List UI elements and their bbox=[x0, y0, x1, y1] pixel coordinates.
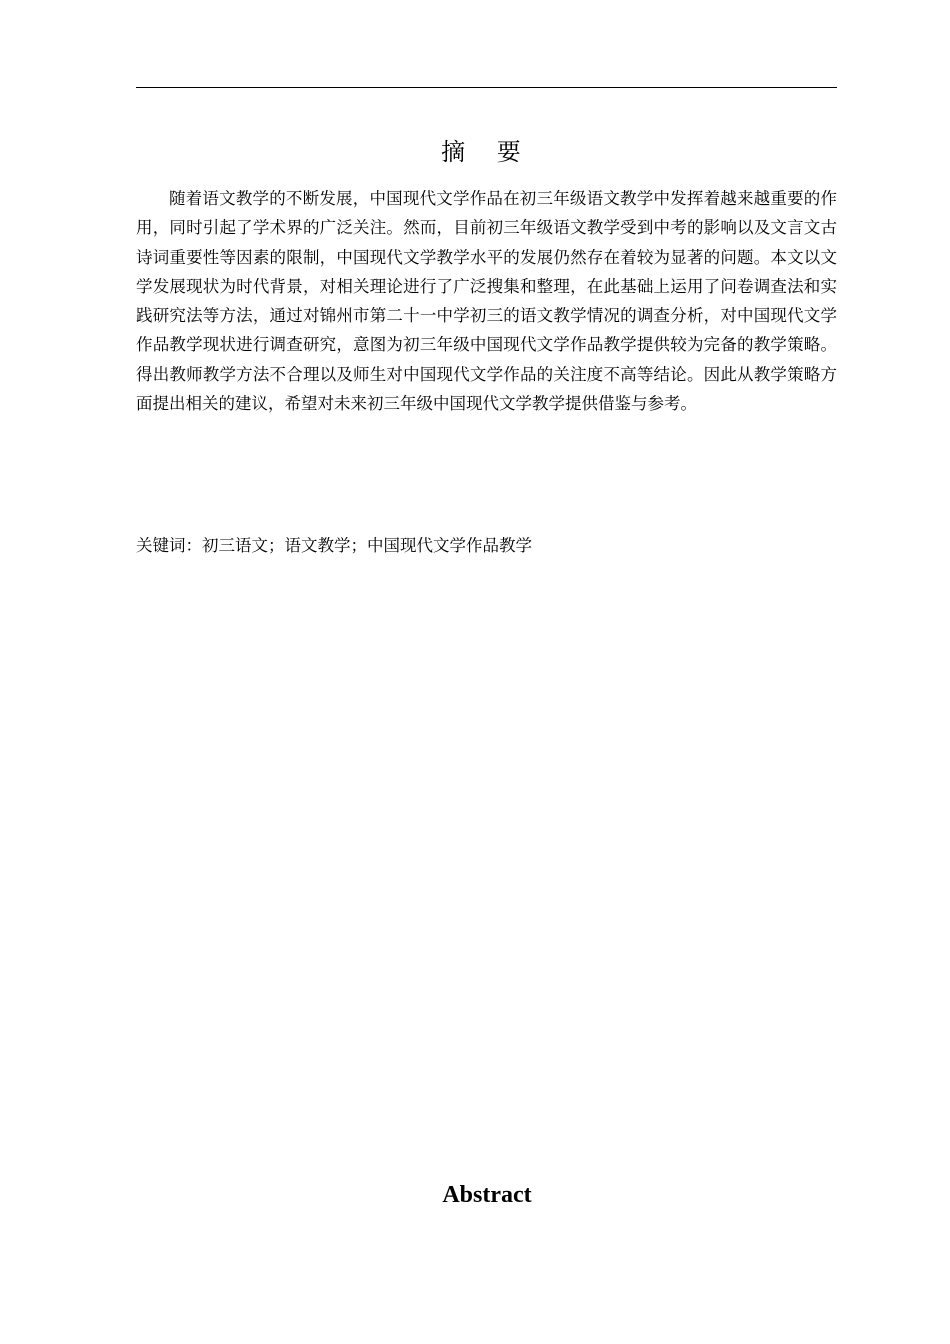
keywords-text: 初三语文；语文教学；中国现代文学作品教学 bbox=[202, 536, 532, 555]
header-rule bbox=[136, 87, 837, 88]
keywords-line bbox=[136, 533, 837, 559]
keywords-label: 关键词： bbox=[136, 536, 202, 555]
english-abstract-title: Abstract bbox=[442, 1182, 532, 1208]
abstract-title: 摘 要 bbox=[441, 138, 533, 166]
abstract-body: 随着语文教学的不断发展，中国现代文学作品在初三年级语文教学中发挥着越来越重要的作用，同时引起了学术界的广泛关注。然而，目前初三年级语文教学受到中考的影响以及文言文古诗词重要性等因素的限制，中国现代文学教学水平的发展仍然存在着较为显著的问题。本文以文学发展现状为时代背景，对相关理论进行了广泛搜集和整理，在此基础上运用了问卷调查法和实践研究法等方法，通过对锦州市第二十一中学初三的语文教学情况的调查分析，对中国现代文学作品教学现状进行调查研究，意图为初三年级中国现代文学作品教学提供较为完备的教学策略。得出教师教学方法不合理以及师生对中国现代文学作品的关注度不高等结论。因此从教学策略方面提出相关的建议，希望对未来初三年级中国现代文学教学提供借鉴与参考。 bbox=[136, 189, 837, 414]
